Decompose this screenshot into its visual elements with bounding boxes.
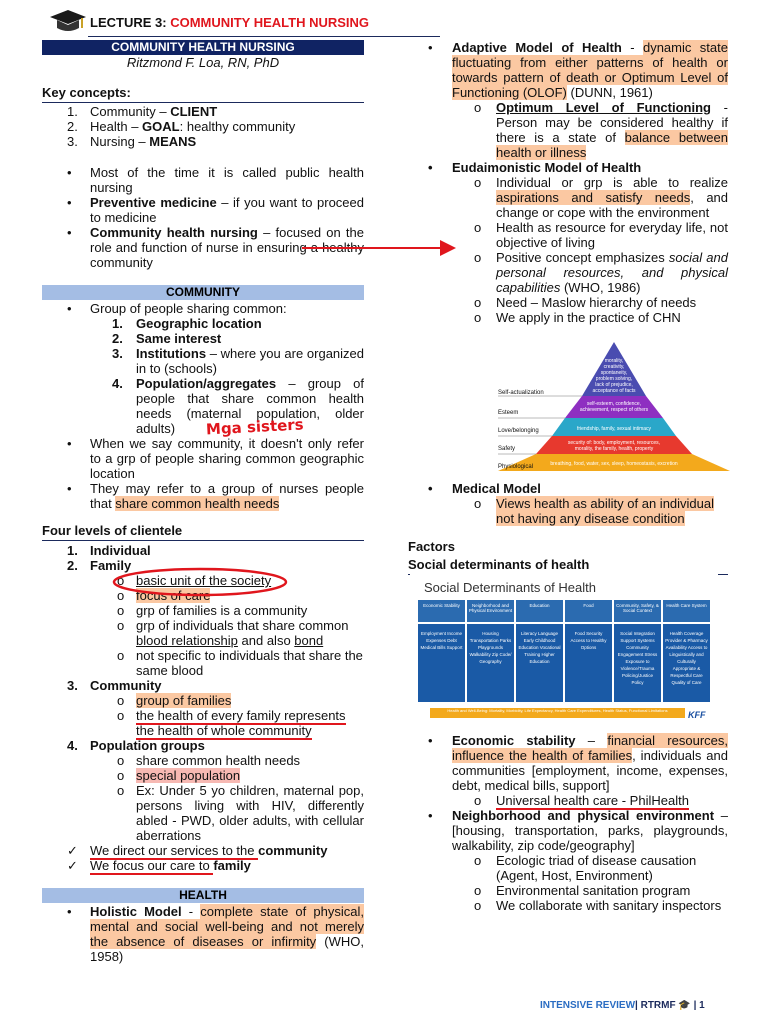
right-column [408, 40, 728, 325]
list-item: 4. Population/aggregates – group of people that share common health needs (maternal population, older adults) [112, 376, 364, 436]
sdoh-column-items: Housing Transportation Parks Playgrounds Walkability Zip Code/ Geography [467, 624, 514, 702]
key-concepts-list [42, 104, 364, 149]
sdoh-column-head: Neighborhood and Physical Environment [467, 600, 514, 622]
author-line: Ritzmond F. Loa, RN, PhD [126, 55, 280, 70]
community-list [42, 316, 364, 439]
sdoh-column [614, 600, 661, 702]
sdoh-column [467, 600, 514, 702]
left-column [42, 40, 364, 964]
pyramid-label: Safety [498, 446, 516, 452]
levels-heading: Four levels of clientele [42, 523, 364, 541]
level-item: 1. Individual [67, 543, 151, 558]
health-banner: HEALTH [42, 888, 364, 903]
list-item: 2. Same interest [112, 331, 222, 346]
bullet-item: • Group of people sharing common: [67, 301, 287, 316]
sub-item: o basic unit of the society [117, 573, 272, 588]
pyramid-label: Love/belonging [498, 428, 539, 434]
level-item: 3. Community [67, 678, 162, 693]
sdoh-column [565, 600, 612, 702]
sub-item: o Individual or grp is able to realize aspirations and satisfy needs, and change or cope with the environment [474, 175, 729, 220]
level-item: 2. Family [67, 558, 132, 573]
sdoh-column-head: Community, Safety, & Social Context [614, 600, 661, 622]
svg-text:breathing, food, water, sex, s: breathing, food, water, sex, sleep, homeostasis, excretion [550, 461, 678, 467]
pyramid-label: Physiological [498, 464, 534, 470]
bullet-item: • Economic stability – financial resources, influence the health of families, individuals and communities [employment, income, expenses, debt, medical bills, support] [428, 733, 728, 793]
sub-item: o group of families [117, 693, 232, 708]
sdoh-column [663, 600, 710, 702]
page-header [48, 6, 398, 36]
svg-text:achievement, respect of others: achievement, respect of others [579, 407, 649, 413]
pyramid-label: Esteem [498, 410, 519, 416]
sdoh-figure-title: Social Determinants of Health [424, 580, 596, 595]
factors-heading: Factors [408, 539, 455, 554]
sub-item: o Health as resource for everyday life, not objective of living [474, 220, 728, 250]
level-item: 4. Population groups [67, 738, 205, 753]
sdoh-column-head: Food [565, 600, 612, 622]
sdoh-column [418, 600, 465, 702]
sub-item: o focus of care [117, 588, 211, 603]
sub-item: o Optimum Level of Functioning - Person may be considered healthy if there is a state of balance between health or illness [474, 100, 728, 160]
sdoh-column [516, 600, 563, 702]
check-item: ✓ We focus our care to family [67, 858, 251, 873]
medical-section [408, 481, 728, 575]
sdoh-heading: Social determinants of health [408, 557, 728, 575]
sdoh-column-items: Food Security Access to Healthy Options [565, 624, 612, 702]
sub-item: o grp of individuals that share common blood relationship and also bond [117, 618, 349, 648]
sub-item: o the health of every family represents the health of whole community [117, 708, 346, 738]
bullet-item: • Neighborhood and physical environment – [housing, transportation, parks, playgrounds, walkability, zip code/geography] [428, 808, 728, 853]
svg-text:security of: body, employment,: security of: body, employment, resources, [567, 440, 661, 446]
check-item: ✓ We direct our services to the community [67, 843, 328, 858]
header-divider [88, 36, 440, 37]
bullet-item: • Holistic Model - complete state of physical, mental and social well-being and not merely the absence of diseases or infirmity (WHO, 1958) [67, 904, 364, 964]
svg-text:creativity,: creativity, [603, 364, 625, 370]
page-footer: INTENSIVE REVIEW| RTRMF 🎓 | 1 [540, 1000, 705, 1011]
bullet-item: • Most of the time it is called public health nursing [67, 165, 364, 195]
svg-text:problem solving,: problem solving, [595, 376, 633, 382]
sub-item: o grp of families is a community [117, 603, 308, 618]
bullet-item: • Medical Model [428, 481, 541, 496]
bullet-item: • Community health nursing – focused on the role and function of nurse in ensuring a healthy community [67, 225, 365, 270]
svg-text:morality, the family, health,: morality, the family, health, property [574, 446, 654, 452]
svg-text:friendship, family, sexual int: friendship, family, sexual intimacy [576, 426, 652, 432]
list-item: 3. Nursing – MEANS [67, 134, 197, 149]
handwritten-note: Mga sisters [205, 415, 305, 439]
svg-text:morality,: morality, [604, 358, 624, 364]
sub-item: o Views health as ability of an individual not having any disease condition [474, 496, 715, 526]
list-item: 2. Health – GOAL: healthy community [67, 119, 296, 134]
sub-item: o Environmental sanitation program [474, 883, 691, 898]
sub-item: o special population [117, 768, 241, 783]
sdoh-column-items: Employment Income Expenses Debt Medical Bills Support [418, 624, 465, 702]
community-banner: COMMUNITY [42, 285, 364, 300]
sdoh-column-items: Health Coverage Provider & Pharmacy Availability Access to Linguistically and Culturally Appropriate & Respectful Care Quality of Care [663, 624, 710, 702]
sub-item: o We collaborate with sanitary inspectors [474, 898, 722, 913]
sdoh-column-items: Literacy Language Early Childhood Education Vocational Training Higher Education [516, 624, 563, 702]
economic-section [408, 733, 728, 913]
bullet-item: • Preventive medicine – if you want to proceed to medicine [67, 195, 364, 225]
sdoh-column-head: Health Care System [663, 600, 710, 622]
pyramid-label: Self-actualization [498, 390, 544, 396]
maslow-pyramid [494, 340, 734, 474]
bullet-item: • Eudaimonistic Model of Health [428, 160, 642, 175]
sdoh-figure [410, 574, 718, 724]
graduation-cap-icon [48, 8, 88, 34]
lecture-title: LECTURE 3: COMMUNITY HEALTH NURSING [90, 15, 370, 30]
bullet-item: • They may refer to a group of nurses people that share common health needs [67, 481, 364, 511]
sub-item: o Positive concept emphasizes social and personal resources, and physical capabilities (WHO, 1986) [474, 250, 728, 295]
key-concepts-heading: Key concepts: [42, 85, 364, 103]
svg-text:spontaneity,: spontaneity, [600, 370, 628, 376]
list-item: 1. Geographic location [112, 316, 262, 331]
red-circle-annotation [110, 566, 290, 600]
bullet-item: • Adaptive Model of Health - dynamic state fluctuating from either patterns of health or towards pattern of death or Optimum Level of Functioning (OLOF) (DUNN, 1961) [428, 40, 728, 100]
sub-item: o Ecologic triad of disease causation (Agent, Host, Environment) [474, 853, 697, 883]
svg-text:lack of prejudice,: lack of prejudice, [595, 382, 633, 388]
sdoh-columns [418, 600, 712, 702]
list-item: 1. Community – CLIENT [67, 104, 218, 119]
sdoh-column-items: Social Integration Support Systems Community Engagement Stress Exposure to Violence/Trauma Policing/Justice Policy [614, 624, 661, 702]
list-item: 3. Institutions – where you are organized in to (schools) [112, 346, 364, 376]
svg-text:acceptance of facts: acceptance of facts [592, 388, 636, 394]
sub-item: o We apply in the practice of CHN [474, 310, 681, 325]
bullet-item: • When we say community, it doesn't only refer to a grp of people sharing common geographic location [67, 436, 364, 481]
sub-item: o not specific to individuals that share the same blood [117, 648, 363, 678]
sdoh-column-head: Education [516, 600, 563, 622]
sdoh-outcome: Health and Well-Being: Mortality, Morbidity, Life Expectancy, Health Care Expenditures, Health Status, Functional Limitations [430, 708, 685, 718]
sub-item: o Need – Maslow hierarchy of needs [474, 295, 697, 310]
svg-text:self-esteem, confidence,: self-esteem, confidence, [586, 401, 642, 407]
kff-logo: KFF [688, 710, 706, 720]
sub-item: o Ex: Under 5 yo children, maternal pop, persons living with HIV, differently abled - PWD, older adults, with cellular aberrations [117, 783, 364, 843]
section-banner: COMMUNITY HEALTH NURSING [42, 40, 364, 55]
sub-item: o Universal health care - PhilHealth [474, 793, 689, 808]
sdoh-column-head: Economic Stability [418, 600, 465, 622]
sub-item: o share common health needs [117, 753, 301, 768]
